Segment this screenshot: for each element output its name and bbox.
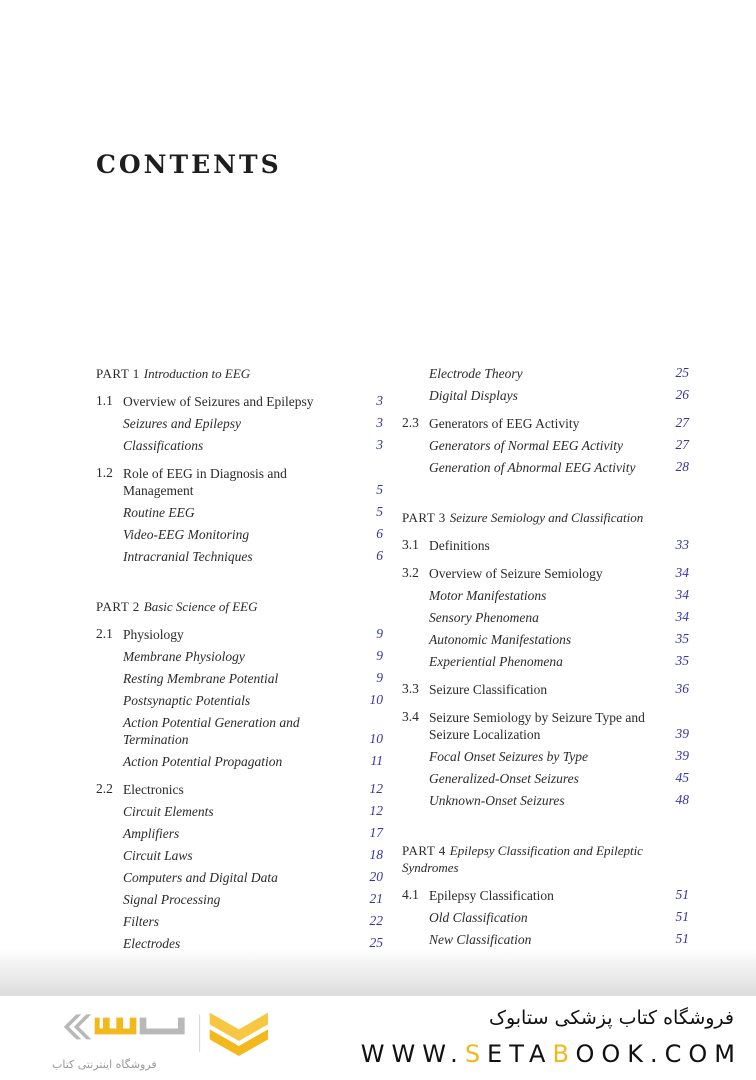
- part-label: PART 4: [402, 842, 446, 858]
- section-number: 1.2: [96, 465, 113, 480]
- section-number: 2.1: [96, 626, 113, 641]
- page-number-link[interactable]: 45: [675, 770, 689, 785]
- entry-title: Motor Manifestations: [429, 587, 547, 603]
- entry-title: Sensory Phenomena: [429, 609, 539, 625]
- toc-subsection-entry: [402, 606, 689, 628]
- entry-title: Overview of Seizure Semiology: [429, 565, 603, 581]
- toc-subsection-entry: [402, 434, 689, 456]
- toc-subsection-entry: [402, 906, 689, 928]
- store-name: فروشگاه کتاب پزشکی ستابوک: [488, 1007, 734, 1029]
- page-number-link[interactable]: 36: [675, 681, 689, 696]
- entry-title: Generation of Abnormal EEG Activity: [429, 459, 636, 475]
- toc-subsection-entry: [96, 711, 383, 750]
- section-number: 4.1: [402, 887, 419, 902]
- entry-title: Resting Membrane Potential: [123, 670, 279, 686]
- page-number-link[interactable]: 25: [675, 365, 689, 380]
- entry-title: New Classification: [429, 931, 532, 947]
- page-number-link[interactable]: 9: [376, 648, 383, 663]
- entry-title: Circuit Laws: [123, 847, 193, 863]
- toc-section-entry: [96, 462, 383, 501]
- toc-section-entry: [402, 412, 689, 434]
- toc-section-entry: [402, 678, 689, 700]
- toc-subsection-entry: [402, 767, 689, 789]
- page-number-link[interactable]: 17: [369, 825, 383, 840]
- toc-subsection-entry: [96, 689, 383, 711]
- toc-subsection-entry: [402, 384, 689, 406]
- section-number: 2.2: [96, 781, 113, 796]
- page-number-link[interactable]: 6: [376, 548, 383, 563]
- entry-title: Unknown-Onset Seizures: [429, 792, 565, 808]
- part-title: Epilepsy Classification and Epileptic Syndromes: [402, 842, 643, 875]
- page-number-link[interactable]: 34: [675, 609, 689, 624]
- toc-subsection-entry: [96, 750, 383, 772]
- entry-title: Role of EEG in Diagnosis and Management: [123, 465, 287, 498]
- toc-subsection-entry: [96, 667, 383, 689]
- page-number-link[interactable]: 25: [369, 935, 383, 950]
- toc-subsection-entry: [402, 745, 689, 767]
- page-number-link[interactable]: 28: [675, 459, 689, 474]
- entry-title: Generalized-Onset Seizures: [429, 770, 579, 786]
- toc-subsection-entry: [402, 362, 689, 384]
- page-number-link[interactable]: 39: [675, 726, 689, 741]
- toc-subsection-entry: [96, 434, 383, 456]
- part-label: PART 2: [96, 598, 140, 614]
- entry-title: Old Classification: [429, 909, 528, 925]
- entry-title: Circuit Elements: [123, 803, 214, 819]
- toc-subsection-entry: [96, 888, 383, 910]
- page-number-link[interactable]: 18: [369, 847, 383, 862]
- page-number-link[interactable]: 51: [675, 887, 689, 902]
- toc-subsection-entry: [96, 645, 383, 667]
- entry-title: Action Potential Generation and Termination: [123, 714, 300, 747]
- page-number-link[interactable]: 20: [369, 869, 383, 884]
- store-url: WWW.SETABOOK.COM: [360, 1040, 742, 1068]
- part-title: Basic Science of EEG: [143, 598, 258, 614]
- page-number-link[interactable]: 35: [675, 653, 689, 668]
- page-number-link[interactable]: 5: [376, 482, 383, 497]
- entry-title: Definitions: [429, 537, 490, 553]
- toc-subsection-entry: [96, 866, 383, 888]
- part-title: Seizure Semiology and Classification: [449, 509, 644, 525]
- entry-title: Postsynaptic Potentials: [123, 692, 251, 708]
- toc-subsection-entry: [96, 412, 383, 434]
- page-number-link[interactable]: 9: [376, 626, 383, 641]
- store-footer-banner: [0, 996, 756, 1080]
- entry-title: Electrode Theory: [429, 365, 523, 381]
- toc-subsection-entry: [96, 932, 383, 954]
- page-number-link[interactable]: 27: [675, 415, 689, 430]
- toc-section-entry: [96, 778, 383, 800]
- entry-title: Video-EEG Monitoring: [123, 526, 250, 542]
- entry-title: Amplifiers: [123, 825, 180, 841]
- section-number: 1.1: [96, 393, 113, 408]
- toc-subsection-entry: [402, 928, 689, 950]
- toc-section-entry: [402, 562, 689, 584]
- page-number-link[interactable]: 10: [369, 692, 383, 707]
- toc-subsection-entry: [96, 800, 383, 822]
- page-number-link[interactable]: 11: [370, 753, 383, 768]
- page-number-link[interactable]: 51: [675, 931, 689, 946]
- toc-subsection-entry: [96, 822, 383, 844]
- toc-part-heading: [402, 506, 689, 528]
- toc-column-left: [96, 362, 383, 954]
- toc-subsection-entry: [96, 844, 383, 866]
- entry-title: Experiential Phenomena: [429, 653, 563, 669]
- entry-title: Seizure Classification: [429, 681, 548, 697]
- entry-title: Classifications: [123, 437, 204, 453]
- page-title: CONTENTS: [96, 150, 282, 179]
- toc-subsection-entry: [96, 501, 383, 523]
- entry-title: Physiology: [123, 626, 184, 642]
- page-number-link[interactable]: 33: [675, 537, 689, 552]
- page-number-link[interactable]: 10: [369, 731, 383, 746]
- page-number-link[interactable]: 21: [369, 891, 383, 906]
- page-number-link[interactable]: 27: [675, 437, 689, 452]
- entry-title: Seizure Semiology by Seizure Type and Seizure Localization: [429, 709, 645, 742]
- entry-title: Autonomic Manifestations: [429, 631, 572, 647]
- entry-title: Filters: [123, 913, 159, 929]
- entry-title: Action Potential Propagation: [123, 753, 283, 769]
- logo-tagline: فروشگاه اینترنتی کتاب: [52, 1058, 157, 1071]
- section-number: 3.1: [402, 537, 419, 552]
- page-number-link[interactable]: 9: [376, 670, 383, 685]
- entry-title: Focal Onset Seizures by Type: [429, 748, 588, 764]
- section-number: 3.4: [402, 709, 419, 724]
- bottom-shadow: [0, 948, 756, 996]
- toc-part-heading: [402, 839, 689, 878]
- toc-column-right: [402, 362, 689, 950]
- page-number-link[interactable]: 3: [376, 415, 383, 430]
- page-number-link[interactable]: 39: [675, 748, 689, 763]
- toc-section-entry: [96, 623, 383, 645]
- page-number-link[interactable]: 12: [369, 781, 383, 796]
- entry-title: Signal Processing: [123, 891, 221, 907]
- entry-title: Generators of Normal EEG Activity: [429, 437, 623, 453]
- toc-subsection-entry: [402, 584, 689, 606]
- toc-section-entry: [402, 884, 689, 906]
- toc-subsection-entry: [402, 650, 689, 672]
- page-number-link[interactable]: 34: [675, 565, 689, 580]
- toc-section-entry: [402, 534, 689, 556]
- section-number: 3.2: [402, 565, 419, 580]
- section-number: 2.3: [402, 415, 419, 430]
- toc-subsection-entry: [402, 789, 689, 811]
- page-number-link[interactable]: 26: [675, 387, 689, 402]
- entry-title: Overview of Seizures and Epilepsy: [123, 393, 314, 409]
- part-label: PART 1: [96, 365, 140, 381]
- entry-title: Epilepsy Classification: [429, 887, 554, 903]
- toc-subsection-entry: [402, 456, 689, 478]
- page-number-link[interactable]: 35: [675, 631, 689, 646]
- part-title: Introduction to EEG: [143, 365, 251, 381]
- toc-subsection-entry: [96, 910, 383, 932]
- entry-title: Membrane Physiology: [123, 648, 245, 664]
- toc-section-entry: [402, 706, 689, 745]
- entry-title: Generators of EEG Activity: [429, 415, 580, 431]
- toc-subsection-entry: [402, 628, 689, 650]
- page-number-link[interactable]: 34: [675, 587, 689, 602]
- entry-title: Computers and Digital Data: [123, 869, 278, 885]
- toc-part-heading: [96, 595, 383, 617]
- part-label: PART 3: [402, 509, 446, 525]
- section-number: 3.3: [402, 681, 419, 696]
- page-number-link[interactable]: 12: [369, 803, 383, 818]
- setabook-logo-icon: [38, 1006, 298, 1056]
- entry-title: Routine EEG: [123, 504, 195, 520]
- page-number-link[interactable]: 6: [376, 526, 383, 541]
- toc-part-heading: [96, 362, 383, 384]
- entry-title: Intracranial Techniques: [123, 548, 253, 564]
- toc-subsection-entry: [96, 545, 383, 567]
- page-number-link[interactable]: 51: [675, 909, 689, 924]
- entry-title: Seizures and Epilepsy: [123, 415, 241, 431]
- page-number-link[interactable]: 3: [376, 393, 383, 408]
- entry-title: Electronics: [123, 781, 184, 797]
- entry-title: Digital Displays: [429, 387, 518, 403]
- entry-title: Electrodes: [123, 935, 181, 951]
- page-number-link[interactable]: 5: [376, 504, 383, 519]
- toc-subsection-entry: [96, 523, 383, 545]
- page-number-link[interactable]: 22: [369, 913, 383, 928]
- page-number-link[interactable]: 48: [675, 792, 689, 807]
- page-number-link[interactable]: 3: [376, 437, 383, 452]
- toc-section-entry: [96, 390, 383, 412]
